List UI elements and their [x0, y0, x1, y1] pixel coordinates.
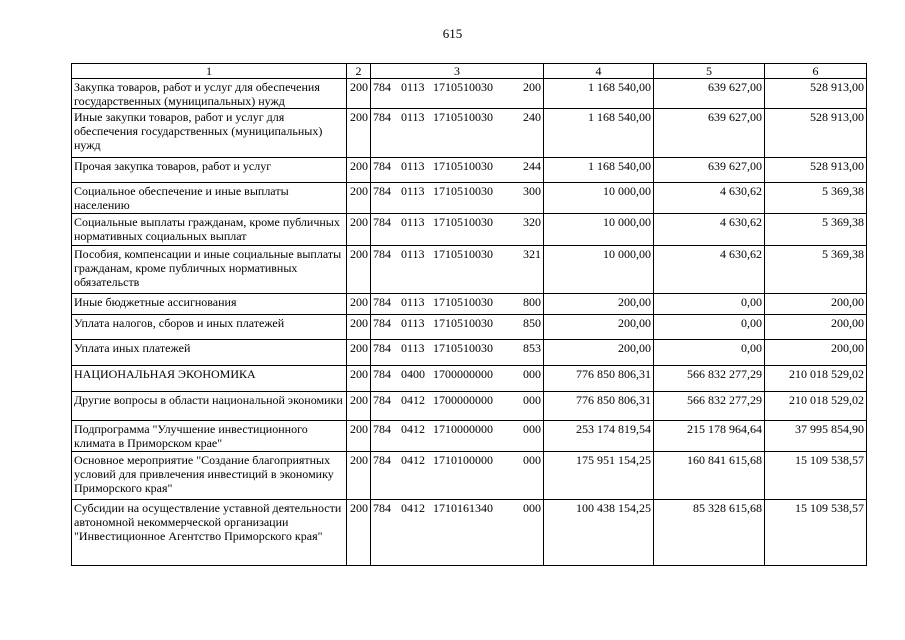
row-value-6: 210 018 529,02 — [765, 366, 867, 392]
row-code: 200 — [347, 109, 371, 158]
row-value-6: 5 369,38 — [765, 246, 867, 294]
expense-type-code: 850 — [523, 316, 541, 330]
header-row — [72, 64, 867, 79]
ved-code: 784 — [373, 501, 391, 515]
row-name: Уплата налогов, сборов и иных платежей — [72, 315, 347, 340]
header-cell-2: 2 — [347, 64, 371, 79]
table-row — [72, 246, 867, 294]
section-code: 0412 — [401, 453, 425, 467]
row-value-4: 1 168 540,00 — [544, 109, 654, 158]
row-value-5: 0,00 — [654, 294, 765, 315]
row-name: Другие вопросы в области национальной экономики — [72, 392, 347, 421]
ved-code: 784 — [373, 159, 391, 173]
row-classification — [371, 214, 544, 246]
section-code: 0113 — [401, 80, 425, 94]
row-code: 200 — [347, 392, 371, 421]
ved-code: 784 — [373, 422, 391, 436]
header-cell-1: 1 — [72, 64, 347, 79]
expense-type-code: 321 — [523, 247, 541, 261]
header-cell-4: 4 — [544, 64, 654, 79]
section-code: 0113 — [401, 341, 425, 355]
row-classification — [371, 452, 544, 500]
row-value-6: 15 109 538,57 — [765, 452, 867, 500]
table-row — [72, 392, 867, 421]
row-name: Прочая закупка товаров, работ и услуг — [72, 158, 347, 183]
target-article-code: 1710510030 — [433, 80, 493, 94]
ved-code: 784 — [373, 367, 391, 381]
target-article-code: 1700000000 — [433, 367, 493, 381]
header-cell-3: 3 — [371, 64, 544, 79]
row-value-5: 85 328 615,68 — [654, 500, 765, 566]
row-code: 200 — [347, 340, 371, 366]
expense-type-code: 000 — [523, 453, 541, 467]
row-value-6: 200,00 — [765, 315, 867, 340]
row-value-5: 639 627,00 — [654, 109, 765, 158]
table-row — [72, 421, 867, 452]
target-article-code: 1710510030 — [433, 247, 493, 261]
section-code: 0412 — [401, 501, 425, 515]
target-article-code: 1710510030 — [433, 159, 493, 173]
table-row — [72, 158, 867, 183]
table-row — [72, 500, 867, 566]
row-classification — [371, 500, 544, 566]
section-code: 0113 — [401, 295, 425, 309]
section-code: 0400 — [401, 367, 425, 381]
row-classification — [371, 315, 544, 340]
table-row — [72, 79, 867, 109]
ved-code: 784 — [373, 80, 391, 94]
row-value-4: 10 000,00 — [544, 214, 654, 246]
row-value-5: 566 832 277,29 — [654, 366, 765, 392]
row-value-5: 160 841 615,68 — [654, 452, 765, 500]
row-name: Уплата иных платежей — [72, 340, 347, 366]
table-row — [72, 294, 867, 315]
row-value-5: 0,00 — [654, 340, 765, 366]
row-value-5: 4 630,62 — [654, 246, 765, 294]
row-value-4: 776 850 806,31 — [544, 392, 654, 421]
table-row — [72, 340, 867, 366]
row-code: 200 — [347, 79, 371, 109]
row-value-6: 15 109 538,57 — [765, 500, 867, 566]
row-name: Социальное обеспечение и иные выплаты населению — [72, 183, 347, 214]
row-value-5: 4 630,62 — [654, 183, 765, 214]
row-classification — [371, 246, 544, 294]
expense-type-code: 000 — [523, 393, 541, 407]
expense-type-code: 800 — [523, 295, 541, 309]
section-code: 0113 — [401, 159, 425, 173]
target-article-code: 1710510030 — [433, 215, 493, 229]
row-classification — [371, 421, 544, 452]
row-name: Иные закупки товаров, работ и услуг для обеспечения государственных (муниципальных) нужд — [72, 109, 347, 158]
table-row — [72, 452, 867, 500]
row-code: 200 — [347, 294, 371, 315]
expense-type-code: 200 — [523, 80, 541, 94]
row-value-4: 253 174 819,54 — [544, 421, 654, 452]
section-code: 0412 — [401, 393, 425, 407]
ved-code: 784 — [373, 341, 391, 355]
target-article-code: 1710000000 — [433, 422, 493, 436]
row-value-5: 566 832 277,29 — [654, 392, 765, 421]
row-code: 200 — [347, 158, 371, 183]
ved-code: 784 — [373, 316, 391, 330]
expense-type-code: 240 — [523, 110, 541, 124]
row-classification — [371, 183, 544, 214]
expense-type-code: 000 — [523, 501, 541, 515]
expense-type-code: 300 — [523, 184, 541, 198]
row-value-5: 639 627,00 — [654, 158, 765, 183]
row-value-6: 528 913,00 — [765, 158, 867, 183]
expense-type-code: 320 — [523, 215, 541, 229]
table-row — [72, 315, 867, 340]
target-article-code: 1710161340 — [433, 501, 493, 515]
row-value-6: 37 995 854,90 — [765, 421, 867, 452]
target-article-code: 1700000000 — [433, 393, 493, 407]
expense-type-code: 000 — [523, 367, 541, 381]
row-name: НАЦИОНАЛЬНАЯ ЭКОНОМИКА — [72, 366, 347, 392]
row-name: Иные бюджетные ассигнования — [72, 294, 347, 315]
target-article-code: 1710510030 — [433, 295, 493, 309]
section-code: 0113 — [401, 110, 425, 124]
row-value-4: 200,00 — [544, 340, 654, 366]
expense-type-code: 000 — [523, 422, 541, 436]
row-value-6: 210 018 529,02 — [765, 392, 867, 421]
ved-code: 784 — [373, 110, 391, 124]
target-article-code: 1710510030 — [433, 110, 493, 124]
page-number: 615 — [442, 26, 463, 41]
row-value-6: 200,00 — [765, 294, 867, 315]
table-row — [72, 366, 867, 392]
table-row — [72, 109, 867, 158]
row-code: 200 — [347, 246, 371, 294]
target-article-code: 1710510030 — [433, 316, 493, 330]
row-value-4: 1 168 540,00 — [544, 79, 654, 109]
row-code: 200 — [347, 366, 371, 392]
row-value-6: 5 369,38 — [765, 183, 867, 214]
target-article-code: 1710100000 — [433, 453, 493, 467]
row-name: Закупка товаров, работ и услуг для обеспечения государственных (муниципальных) нужд — [72, 79, 347, 109]
row-name: Пособия, компенсации и иные социальные выплаты гражданам, кроме публичных нормативных обязательств — [72, 246, 347, 294]
row-value-4: 200,00 — [544, 315, 654, 340]
table-body — [72, 64, 867, 566]
row-classification — [371, 392, 544, 421]
ved-code: 784 — [373, 247, 391, 261]
row-value-4: 10 000,00 — [544, 246, 654, 294]
header-cell-6: 6 — [765, 64, 867, 79]
row-code: 200 — [347, 315, 371, 340]
row-name: Подпрограмма "Улучшение инвестиционного климата в Приморском крае" — [72, 421, 347, 452]
row-classification — [371, 109, 544, 158]
row-value-6: 528 913,00 — [765, 79, 867, 109]
row-value-5: 4 630,62 — [654, 214, 765, 246]
row-code: 200 — [347, 500, 371, 566]
section-code: 0113 — [401, 215, 425, 229]
row-classification — [371, 294, 544, 315]
row-value-4: 100 438 154,25 — [544, 500, 654, 566]
row-classification — [371, 340, 544, 366]
header-cell-5: 5 — [654, 64, 765, 79]
row-classification — [371, 366, 544, 392]
section-code: 0412 — [401, 422, 425, 436]
row-name: Основное мероприятие "Создание благоприятных условий для привлечения инвестиций в экономику Приморского края" — [72, 452, 347, 500]
ved-code: 784 — [373, 295, 391, 309]
row-value-5: 0,00 — [654, 315, 765, 340]
row-classification — [371, 79, 544, 109]
ved-code: 784 — [373, 453, 391, 467]
section-code: 0113 — [401, 316, 425, 330]
row-name: Субсидии на осуществление уставной деятельности автономной некоммерческой организации "Инвестиционное Агентство Приморского края" — [72, 500, 347, 566]
row-value-6: 5 369,38 — [765, 214, 867, 246]
table-row — [72, 214, 867, 246]
expense-type-code: 244 — [523, 159, 541, 173]
expense-type-code: 853 — [523, 341, 541, 355]
row-value-4: 776 850 806,31 — [544, 366, 654, 392]
ved-code: 784 — [373, 215, 391, 229]
row-value-4: 1 168 540,00 — [544, 158, 654, 183]
row-code: 200 — [347, 214, 371, 246]
budget-table — [71, 63, 867, 566]
row-classification — [371, 158, 544, 183]
row-name: Социальные выплаты гражданам, кроме публичных нормативных социальных выплат — [72, 214, 347, 246]
row-value-5: 215 178 964,64 — [654, 421, 765, 452]
target-article-code: 1710510030 — [433, 341, 493, 355]
ved-code: 784 — [373, 184, 391, 198]
row-code: 200 — [347, 421, 371, 452]
row-value-6: 200,00 — [765, 340, 867, 366]
section-code: 0113 — [401, 247, 425, 261]
section-code: 0113 — [401, 184, 425, 198]
row-value-4: 200,00 — [544, 294, 654, 315]
table-row — [72, 183, 867, 214]
target-article-code: 1710510030 — [433, 184, 493, 198]
row-value-4: 10 000,00 — [544, 183, 654, 214]
row-code: 200 — [347, 183, 371, 214]
ved-code: 784 — [373, 393, 391, 407]
row-value-4: 175 951 154,25 — [544, 452, 654, 500]
row-code: 200 — [347, 452, 371, 500]
row-value-5: 639 627,00 — [654, 79, 765, 109]
row-value-6: 528 913,00 — [765, 109, 867, 158]
